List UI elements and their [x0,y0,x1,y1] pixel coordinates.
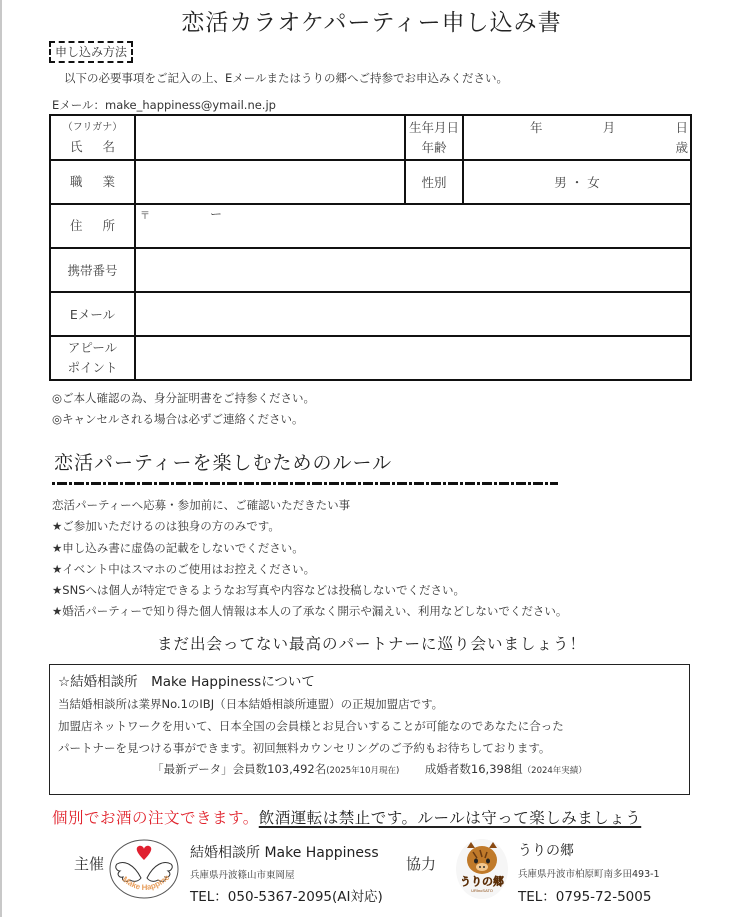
dob-month: 月 [602,119,616,135]
form-row-name [50,115,691,160]
about-heading: ☆結婚相談所 Make Happinessについて [58,674,315,690]
name-input-field[interactable] [135,115,405,160]
email-input-field[interactable] [135,292,691,336]
host-name: 結婚相談所 Make Happiness [190,845,379,861]
rule-item: ★婚活パーティーで知り得た個人情報は本人の了承なく開示や漏えい、利用などしないでください。 [52,604,568,618]
rules-intro: 恋活パーティーへ応募・参加前に、ご確認いただきたい事 [52,498,351,512]
cooperation-tel[interactable]: TEL：0795-72-5005 [518,889,652,905]
sex-label: 性別 [405,160,463,204]
about-box [49,664,690,795]
logo-subtext: URInoSATO [471,888,493,893]
cooperation-name: うりの郷 [518,843,574,859]
host-tel[interactable]: TEL：050-5367-2095(AI対応) [190,889,383,905]
rules-heading: 恋活パーティーを楽しむためのルール [54,452,393,474]
postal-mark: 〒 [140,211,150,222]
stats-members-note: (2025年10月現在) [326,766,400,776]
appeal-label-2: ポイント [67,360,118,375]
note-cancel-contact: ◎キャンセルされる場合は必ずご連絡ください。 [52,412,304,426]
logo-text: うりの郷 [460,875,504,888]
email-label: Eメール [50,292,135,336]
occupation-input-field[interactable] [135,160,405,204]
rules-divider [52,482,558,485]
about-line: 加盟店ネットワークを用いて、日本全国の会員様とお見合いすることが可能なのであなたに合った [58,719,564,733]
urinosato-logo [455,838,509,900]
host-label: 主催 [74,855,105,873]
mobile-input-field[interactable] [135,248,691,292]
stats-married-note: （2024年実績） [522,766,587,776]
rule-item: ★申し込み書に虚偽の記載をしないでください。 [52,541,304,555]
slogan: まだ出会ってない最高のパートナーに巡り会いましょう！ [156,635,586,653]
age-label: 年齢 [421,139,447,155]
page-title: 恋活カラオケパーティー申し込み書 [181,10,562,36]
dob-day: 日 [675,119,688,135]
address-input-field[interactable] [135,204,691,248]
about-line: 当結婚相談所は業界No.1のIBJ（日本結婚相談所連盟）の正規加盟店です。 [58,697,444,711]
form-row-email [50,292,691,336]
no-drunk-driving-notice: 飲酒運転は禁止です。ルールは守って楽しみましょう [258,809,642,827]
form-row-appeal [50,336,691,380]
host-address: 兵庫県丹波篠山市東岡屋 [190,870,295,881]
name-label: 氏 名 [70,138,123,154]
cooperation-label: 協力 [406,855,437,873]
address-label: 住 所 [50,204,135,248]
occupation-label: 職 業 [50,160,135,204]
form-row-address [50,204,691,248]
about-stats [58,759,681,781]
appeal-label-cell [50,336,135,380]
form-row-occupation [50,160,691,204]
drink-order-notice: 個別でお酒の注文できます。 [52,809,259,827]
contact-email: Eメール：make_happiness@ymail.ne.jp [52,98,276,112]
appeal-label-1: アピール [67,340,118,355]
mobile-label: 携帯番号 [50,248,135,292]
dob-input-field[interactable] [463,115,691,160]
dob-label-cell [405,115,463,160]
name-label-cell [50,115,135,160]
rule-item: ★ご参加いただけるのは独身の方のみです。 [52,519,280,533]
appeal-input-field[interactable] [135,336,691,380]
make-happiness-logo [108,838,180,900]
stats-married: 成婚者数16,398組 [424,762,523,776]
drink-notice [52,806,641,828]
postal-dash: ー [210,207,223,221]
application-instructions: 以下の必要事項をご記入の上、Eメールまたはうりの郷へご持参でお申込みください。 [64,71,509,85]
sex-options[interactable]: 男 ・ 女 [463,160,691,204]
application-method-label: 申し込み方法 [49,41,133,63]
logo-text: Make Happine [120,872,172,893]
furigana-label: （フリガナ） [62,121,123,133]
dob-year: 年 [530,119,543,135]
stats-members: 「最新データ」会員数103,492名 [152,762,327,776]
dob-label: 生年月日 [408,119,459,135]
note-id-required: ◎ご本人確認の為、身分証明書をご持参ください。 [52,391,316,405]
boar-icon [467,842,497,874]
age-unit: 歳 [675,139,688,155]
about-line: パートナーを見つける事ができます。初回無料カウンセリングのご予約もお待ちしております。 [58,741,551,755]
cooperation-address: 兵庫県丹波市柏原町南多田493-1 [518,869,660,880]
form-row-mobile [50,248,691,292]
application-form-table [49,114,692,381]
rule-item: ★SNSへは個人が特定できるようなお写真や内容などは投稿しないでください。 [52,583,466,597]
rule-item: ★イベント中はスマホのご使用はお控えください。 [52,562,316,576]
